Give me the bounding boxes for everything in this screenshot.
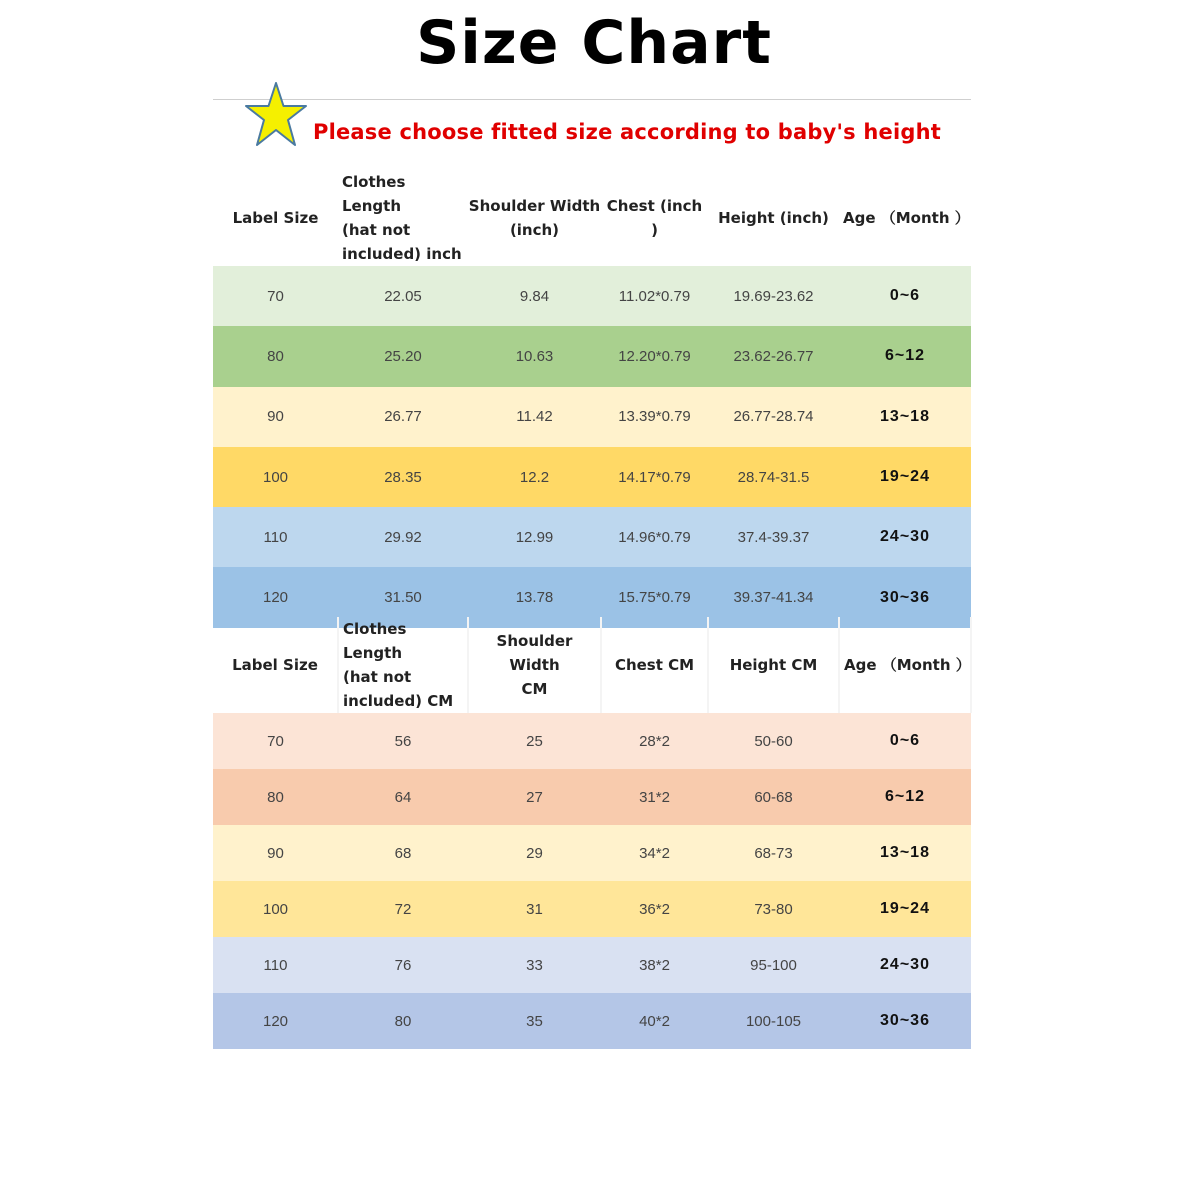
cell-chest: 13.39*0.79 [618,408,691,426]
column-header-age [839,170,971,266]
cell-shoulder-width: 31 [526,900,543,918]
cell-chest: 31*2 [639,788,670,806]
table-row [213,447,971,507]
cell-label-size: 100 [262,900,289,918]
cell-height: 37.4-39.37 [737,528,810,546]
cell-shoulder-width: 27 [526,788,543,806]
cell-height: 95-100 [750,956,797,974]
cell-height: 19.69-23.62 [733,287,814,305]
table-row [213,326,971,386]
column-header-line: Chest CM [614,656,695,674]
cell-clothes-length: 68 [394,844,412,862]
column-header-line: (hat not [342,221,411,239]
cell-clothes-length: 56 [394,732,412,750]
cell-shoulder-width: 10.63 [515,347,554,365]
column-header-line: Height CM [729,656,818,674]
cell-clothes-length: 72 [394,900,412,918]
cell-age: 0~6 [889,732,921,749]
cell-height: 28.74-31.5 [737,468,810,486]
cell-label-size: 90 [267,844,284,862]
table-row [213,387,971,447]
cell-height: 23.62-26.77 [733,347,814,365]
cell-shoulder-width: 12.2 [519,468,550,486]
cell-chest: 12.20*0.79 [618,347,691,365]
column-header-label-size [213,617,338,713]
star-icon [244,81,308,149]
column-header-line: Label Size [232,656,318,674]
cell-height: 50-60 [754,732,793,750]
cell-height: 60-68 [754,788,793,806]
cell-label-size: 120 [262,589,289,607]
column-header-line: Clothes Length [343,620,407,662]
cell-height: 39.37-41.34 [733,589,814,607]
cell-chest: 36*2 [639,900,670,918]
cell-age: 24~30 [880,528,930,546]
cell-label-size: 110 [263,528,288,546]
column-header-height [708,170,839,266]
column-header-clothes-length [338,170,468,266]
cell-age: 13~18 [880,407,930,425]
cell-age: 13~18 [880,844,930,861]
cell-chest: 34*2 [639,844,670,862]
table-row [213,937,971,993]
column-header-line: (hat not [343,668,412,686]
table-header-row [213,617,971,713]
column-header-shoulder-width [468,170,601,266]
cell-label-size: 120 [262,1012,289,1030]
cell-age: 30~36 [880,1012,930,1029]
cell-clothes-length: 31.50 [384,589,422,607]
cell-label-size: 80 [267,788,284,806]
cell-age: 0~6 [889,287,921,305]
table-row [213,266,971,326]
cell-shoulder-width: 33 [526,956,543,974]
table-row [213,713,971,769]
column-header-clothes-length [338,617,468,713]
cell-clothes-length: 29.92 [384,528,422,546]
cell-label-size: 110 [263,956,288,974]
cell-shoulder-width: 25 [526,732,543,750]
column-header-line: Clothes Length [342,173,406,215]
cell-chest: 11.02*0.79 [618,287,691,305]
cell-label-size: 90 [267,408,284,426]
column-header-line: (inch) [509,221,560,239]
cell-age: 6~12 [884,347,926,365]
cell-label-size: 100 [262,468,289,486]
column-header-line: included) inch [342,245,462,263]
column-header-shoulder-width [468,617,601,713]
cell-chest: 40*2 [639,1012,670,1030]
column-header-chest [601,617,708,713]
cell-clothes-length: 80 [394,1012,412,1030]
cell-chest: 14.96*0.79 [618,528,691,546]
table-row [213,825,971,881]
cell-chest: 38*2 [639,956,670,974]
cell-chest: 15.75*0.79 [618,589,691,607]
cell-age: 30~36 [880,588,930,606]
size-note: Please choose fitted size according to baby's height [313,120,941,144]
star-shape [246,83,306,145]
column-header-age [839,617,971,713]
cell-shoulder-width: 13.78 [515,589,554,607]
column-header-line: Age （Month ） [844,656,971,674]
cell-clothes-length: 25.20 [384,347,422,365]
cell-age: 19~24 [880,900,930,917]
cell-shoulder-width: 35 [526,1012,543,1030]
table-row [213,993,971,1049]
cell-label-size: 70 [267,732,284,750]
cell-clothes-length: 22.05 [384,287,422,305]
column-header-line: CM [521,680,548,698]
cell-shoulder-width: 11.42 [516,408,553,426]
divider [213,99,971,100]
cell-label-size: 70 [267,287,284,305]
cell-age: 24~30 [880,956,930,973]
cell-clothes-length: 76 [394,956,412,974]
table-row [213,769,971,825]
cell-shoulder-width: 9.84 [519,287,550,305]
cell-height: 73-80 [754,900,793,918]
cell-clothes-length: 64 [394,788,412,806]
column-header-height [708,617,839,713]
column-header-line: Shoulder Width [496,632,573,674]
table-row [213,881,971,937]
column-header-line: Height (inch) [718,209,829,227]
cell-age: 19~24 [880,468,930,486]
cell-chest: 14.17*0.79 [618,468,691,486]
page-title: Size Chart [416,8,772,78]
cell-clothes-length: 28.35 [384,468,422,486]
inch-size-table [213,170,971,628]
cell-height: 68-73 [754,844,793,862]
cell-height: 100-105 [745,1012,802,1030]
cell-age: 6~12 [884,788,926,805]
column-header-line: Age （Month ） [843,209,970,227]
table-header-row [213,170,971,266]
cm-size-table [213,617,972,1049]
column-header-line: Shoulder Width [468,197,601,215]
cell-chest: 28*2 [639,732,670,750]
column-header-label-size [213,170,338,266]
cell-shoulder-width: 29 [526,844,543,862]
column-header-line: Chest (inch ) [606,197,703,239]
cell-clothes-length: 26.77 [384,408,422,426]
cell-label-size: 80 [267,347,284,365]
cell-height: 26.77-28.74 [733,408,814,426]
column-header-chest [601,170,708,266]
column-header-line: Label Size [232,209,319,227]
table-row [213,507,971,567]
column-header-line: included) CM [343,692,454,710]
cell-shoulder-width: 12.99 [515,528,554,546]
